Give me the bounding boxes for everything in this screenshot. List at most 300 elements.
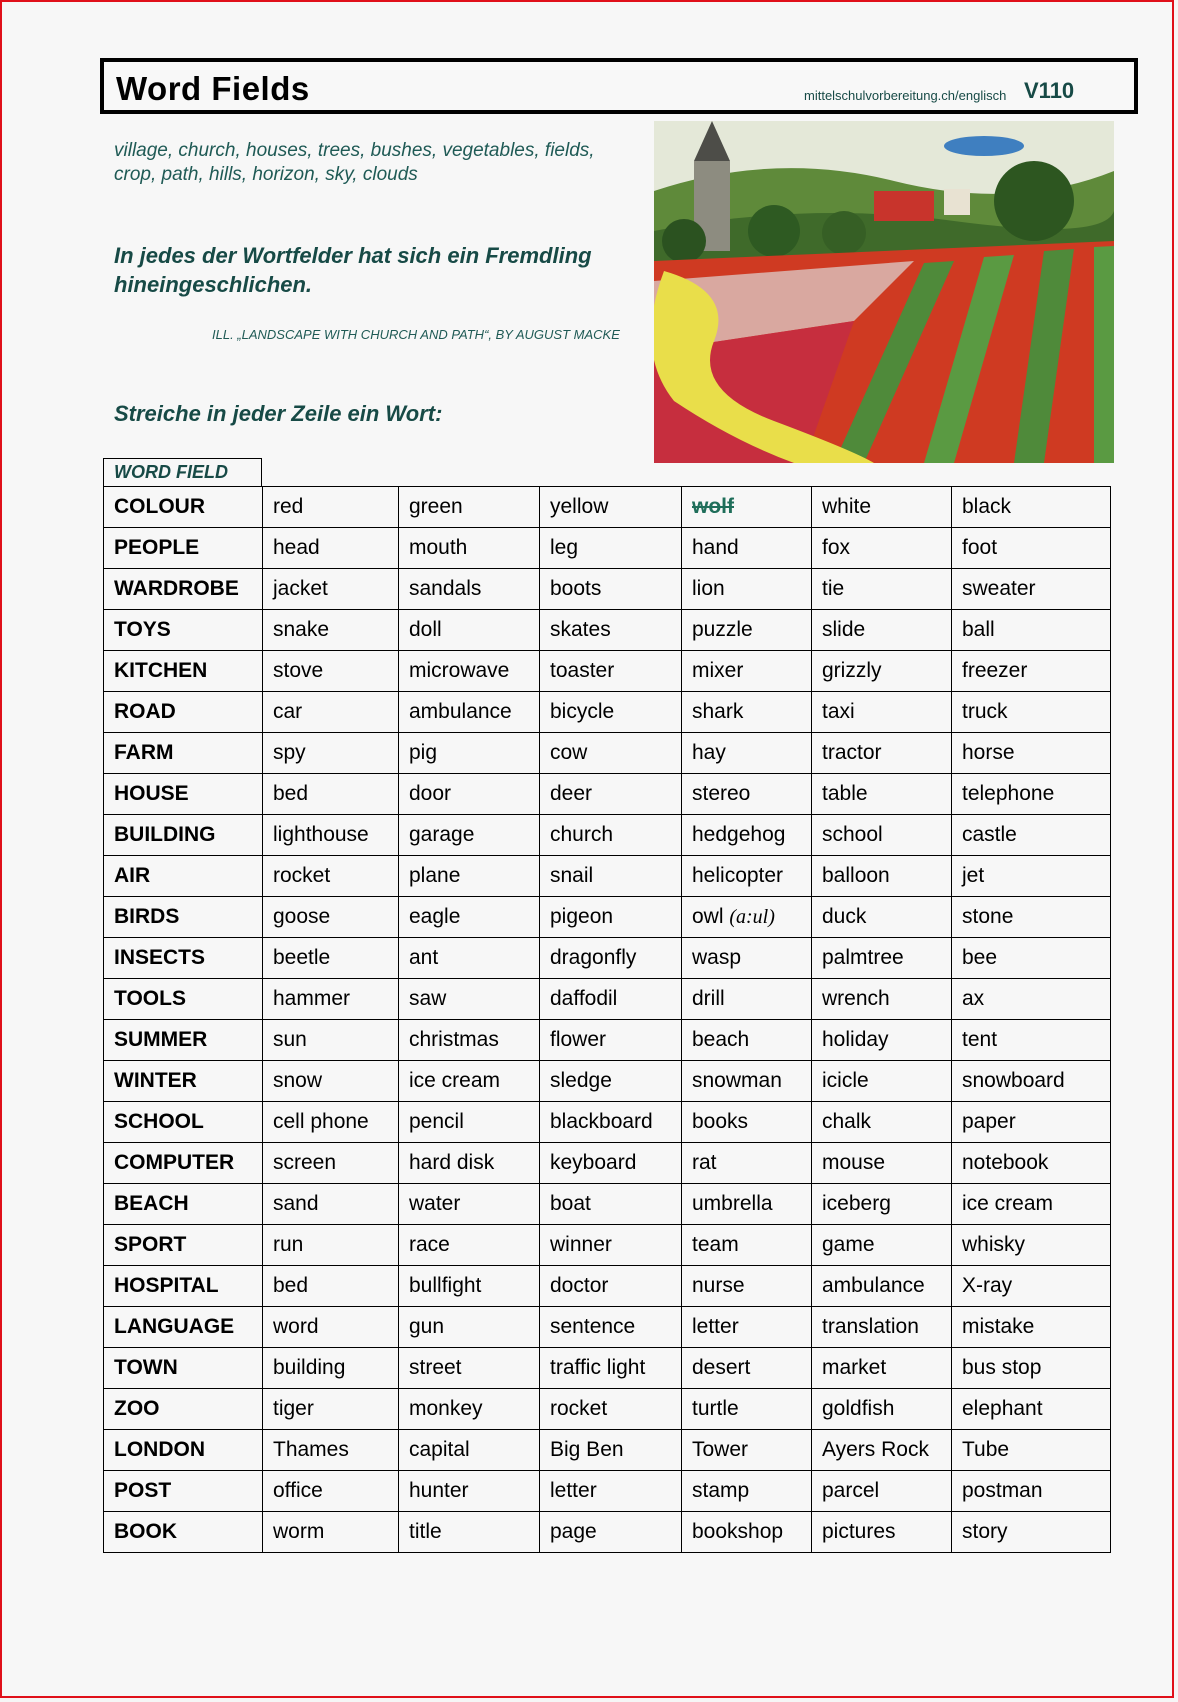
word-cell[interactable]: [682, 815, 812, 856]
word-cell[interactable]: [682, 1471, 812, 1512]
word-cell[interactable]: [812, 1307, 952, 1348]
word-cell[interactable]: [540, 1061, 682, 1102]
word-cell[interactable]: [682, 733, 812, 774]
word-cell[interactable]: [540, 1020, 682, 1061]
word-cell[interactable]: [399, 1512, 540, 1553]
word-text: sledge: [550, 1069, 612, 1092]
word-field-name: TOWN: [104, 1348, 263, 1389]
word-text: umbrella: [692, 1192, 773, 1215]
table-row: [104, 774, 1111, 815]
word-cell[interactable]: [812, 938, 952, 979]
word-cell[interactable]: [540, 692, 682, 733]
word-cell[interactable]: [812, 897, 952, 938]
word-cell[interactable]: [263, 1184, 399, 1225]
word-cell[interactable]: [540, 569, 682, 610]
word-text: race: [409, 1233, 450, 1256]
word-cell[interactable]: [540, 856, 682, 897]
word-text: word: [273, 1315, 319, 1338]
word-cell[interactable]: [399, 1266, 540, 1307]
word-cell[interactable]: [263, 1102, 399, 1143]
word-cell[interactable]: [952, 733, 1111, 774]
word-cell[interactable]: [540, 1348, 682, 1389]
word-text: taxi: [822, 700, 855, 723]
word-text: whisky: [962, 1233, 1026, 1256]
word-text: foot: [962, 536, 998, 559]
word-text: Thames: [273, 1438, 349, 1461]
word-field-name: AIR: [104, 856, 263, 897]
word-text: slide: [822, 618, 866, 641]
word-cell[interactable]: [263, 1512, 399, 1553]
word-text: car: [273, 700, 303, 723]
word-text: bed: [273, 1274, 309, 1297]
word-text: title: [409, 1520, 442, 1543]
word-cell[interactable]: [263, 1266, 399, 1307]
word-cell[interactable]: [540, 1184, 682, 1225]
word-cell[interactable]: [812, 1430, 952, 1471]
word-cell[interactable]: [263, 733, 399, 774]
word-cell[interactable]: [952, 651, 1111, 692]
word-cell[interactable]: [399, 1020, 540, 1061]
word-cell[interactable]: [540, 528, 682, 569]
word-cell[interactable]: [952, 979, 1111, 1020]
task-subheading: Streiche in jeder Zeile ein Wort:: [114, 401, 443, 426]
word-text: castle: [962, 823, 1017, 846]
word-text: cow: [550, 741, 588, 764]
word-cell[interactable]: [540, 1225, 682, 1266]
word-cell[interactable]: [263, 1061, 399, 1102]
table-row: [104, 1348, 1111, 1389]
word-text: wasp: [692, 946, 742, 969]
word-cell[interactable]: [952, 1307, 1111, 1348]
word-text: jet: [962, 864, 985, 887]
word-cell[interactable]: [682, 774, 812, 815]
word-cell[interactable]: [812, 1143, 952, 1184]
word-cell[interactable]: [952, 1512, 1111, 1553]
word-cell[interactable]: [682, 1430, 812, 1471]
word-cell[interactable]: [540, 1266, 682, 1307]
word-text: red: [273, 495, 304, 518]
word-field-name: TOOLS: [104, 979, 263, 1020]
word-cell[interactable]: [952, 1184, 1111, 1225]
word-text: tiger: [273, 1397, 314, 1420]
word-cell[interactable]: [812, 610, 952, 651]
table-row: [104, 1471, 1111, 1512]
word-text: black: [962, 495, 1012, 518]
word-cell[interactable]: [682, 856, 812, 897]
word-text: worm: [273, 1520, 325, 1543]
word-text: horse: [962, 741, 1015, 764]
word-cell[interactable]: [682, 1102, 812, 1143]
word-text: Tower: [692, 1438, 749, 1461]
word-text: bed: [273, 782, 309, 805]
word-text: boots: [550, 577, 602, 600]
word-cell[interactable]: [812, 1512, 952, 1553]
word-cell[interactable]: [952, 610, 1111, 651]
word-cell[interactable]: [812, 651, 952, 692]
word-text: snowboard: [962, 1069, 1065, 1092]
word-cell[interactable]: [540, 938, 682, 979]
word-cell[interactable]: [263, 1020, 399, 1061]
table-row: [104, 1102, 1111, 1143]
word-cell[interactable]: [399, 692, 540, 733]
word-cell[interactable]: [682, 1020, 812, 1061]
word-cell[interactable]: [682, 569, 812, 610]
word-cell[interactable]: [952, 1389, 1111, 1430]
word-cell[interactable]: [399, 897, 540, 938]
word-text: palmtree: [822, 946, 904, 969]
word-cell[interactable]: [399, 1430, 540, 1471]
word-cell[interactable]: [263, 1348, 399, 1389]
word-cell[interactable]: [812, 979, 952, 1020]
word-cell[interactable]: [682, 528, 812, 569]
word-cell[interactable]: [682, 1061, 812, 1102]
word-cell[interactable]: [952, 856, 1111, 897]
table-row: [104, 897, 1111, 938]
word-text: toaster: [550, 659, 615, 682]
word-text: market: [822, 1356, 887, 1379]
word-text: beach: [692, 1028, 750, 1051]
word-text: run: [273, 1233, 304, 1256]
word-cell[interactable]: [682, 610, 812, 651]
word-field-name: BEACH: [104, 1184, 263, 1225]
word-cell[interactable]: [812, 1266, 952, 1307]
word-text: church: [550, 823, 614, 846]
word-cell[interactable]: [812, 1061, 952, 1102]
word-cell[interactable]: [399, 856, 540, 897]
word-cell[interactable]: [952, 1020, 1111, 1061]
word-cell[interactable]: [812, 1184, 952, 1225]
word-text: story: [962, 1520, 1008, 1543]
word-cell[interactable]: [263, 1143, 399, 1184]
word-field-name: FARM: [104, 733, 263, 774]
word-text: street: [409, 1356, 462, 1379]
table-row: [104, 1430, 1111, 1471]
source-url: mittelschulvorbereitung.ch/englisch: [804, 88, 1007, 103]
word-cell[interactable]: [952, 815, 1111, 856]
word-text: hunter: [409, 1479, 469, 1502]
word-text: tent: [962, 1028, 998, 1051]
word-text: screen: [273, 1151, 337, 1174]
word-text: monkey: [409, 1397, 483, 1420]
word-cell[interactable]: [682, 651, 812, 692]
word-cell[interactable]: [399, 1143, 540, 1184]
word-cell[interactable]: [263, 774, 399, 815]
word-cell[interactable]: [399, 1471, 540, 1512]
word-text: shark: [692, 700, 744, 723]
word-cell[interactable]: [812, 528, 952, 569]
word-text: sand: [273, 1192, 319, 1215]
word-cell[interactable]: [812, 1020, 952, 1061]
word-cell[interactable]: [812, 774, 952, 815]
word-text: stereo: [692, 782, 751, 805]
word-text: lighthouse: [273, 823, 369, 846]
word-text: tractor: [822, 741, 882, 764]
word-text: owl: [692, 905, 724, 928]
word-cell[interactable]: [540, 815, 682, 856]
word-cell[interactable]: [682, 1225, 812, 1266]
word-cell[interactable]: [263, 1471, 399, 1512]
table-row: [104, 1184, 1111, 1225]
table-row: [104, 569, 1111, 610]
word-field-name: BIRDS: [104, 897, 263, 938]
word-cell[interactable]: [540, 1430, 682, 1471]
word-cell[interactable]: [263, 487, 399, 528]
table-row: [104, 1020, 1111, 1061]
word-text: wolf: [692, 495, 734, 518]
word-cell[interactable]: [812, 1225, 952, 1266]
table-row: [104, 1225, 1111, 1266]
word-cell[interactable]: [540, 1307, 682, 1348]
word-text: rocket: [550, 1397, 608, 1420]
word-cell[interactable]: [952, 1143, 1111, 1184]
word-text: team: [692, 1233, 739, 1256]
word-text: gun: [409, 1315, 445, 1338]
word-cell[interactable]: [812, 815, 952, 856]
word-cell[interactable]: [263, 815, 399, 856]
word-cell[interactable]: [399, 1348, 540, 1389]
word-cell[interactable]: [812, 1102, 952, 1143]
word-cell[interactable]: [540, 610, 682, 651]
word-cell[interactable]: [540, 1143, 682, 1184]
word-cell[interactable]: [952, 1471, 1111, 1512]
word-field-name: WARDROBE: [104, 569, 263, 610]
word-text: Big Ben: [550, 1438, 624, 1461]
word-text: X-ray: [962, 1274, 1013, 1297]
word-cell[interactable]: [540, 1512, 682, 1553]
word-cell[interactable]: [399, 938, 540, 979]
table-row: [104, 1143, 1111, 1184]
word-cell[interactable]: [263, 1225, 399, 1266]
word-text: beetle: [273, 946, 331, 969]
word-cell[interactable]: [682, 897, 812, 938]
word-cell[interactable]: [540, 487, 682, 528]
word-cell[interactable]: [952, 692, 1111, 733]
word-cell[interactable]: [952, 1430, 1111, 1471]
word-cell[interactable]: [399, 815, 540, 856]
instruction-text: In jedes der Wortfelder hat sich ein Fremdling hineingeschlichen.: [114, 243, 592, 297]
word-text: mixer: [692, 659, 744, 682]
word-cell[interactable]: [682, 979, 812, 1020]
word-cell[interactable]: [812, 569, 952, 610]
table-row: [104, 815, 1111, 856]
word-text: snow: [273, 1069, 323, 1092]
word-cell[interactable]: [952, 487, 1111, 528]
word-cell[interactable]: [540, 979, 682, 1020]
word-text: desert: [692, 1356, 751, 1379]
word-text: telephone: [962, 782, 1055, 805]
word-cell[interactable]: [812, 1471, 952, 1512]
word-cell[interactable]: [682, 1143, 812, 1184]
word-cell[interactable]: [812, 1389, 952, 1430]
word-text: jacket: [273, 577, 328, 600]
word-text: snail: [550, 864, 594, 887]
word-cell[interactable]: [952, 1225, 1111, 1266]
word-text: ball: [962, 618, 995, 641]
word-cell[interactable]: [952, 1102, 1111, 1143]
word-text: capital: [409, 1438, 470, 1461]
word-text: leg: [550, 536, 579, 559]
word-cell[interactable]: [399, 1061, 540, 1102]
word-cell[interactable]: [812, 692, 952, 733]
word-cell[interactable]: [263, 610, 399, 651]
word-text: turtle: [692, 1397, 739, 1420]
word-cell[interactable]: [540, 897, 682, 938]
table-row: [104, 733, 1111, 774]
word-cell[interactable]: [682, 1389, 812, 1430]
word-text: building: [273, 1356, 346, 1379]
word-text: sweater: [962, 577, 1036, 600]
word-cell[interactable]: [812, 733, 952, 774]
table-row: [104, 979, 1111, 1020]
word-cell[interactable]: [952, 938, 1111, 979]
word-field-column-header: WORD FIELD: [103, 458, 262, 486]
word-text: chalk: [822, 1110, 872, 1133]
word-cell[interactable]: [682, 1184, 812, 1225]
word-cell[interactable]: [263, 569, 399, 610]
word-text: pigeon: [550, 905, 614, 928]
word-text: ambulance: [409, 700, 512, 723]
word-field-name: POST: [104, 1471, 263, 1512]
word-text: deer: [550, 782, 593, 805]
word-cell[interactable]: [399, 1184, 540, 1225]
word-field-name: WINTER: [104, 1061, 263, 1102]
word-cell[interactable]: [399, 528, 540, 569]
word-text: duck: [822, 905, 867, 928]
word-text: parcel: [822, 1479, 880, 1502]
word-field-name: ROAD: [104, 692, 263, 733]
word-cell[interactable]: [399, 1307, 540, 1348]
word-field-name: HOSPITAL: [104, 1266, 263, 1307]
word-text: mouth: [409, 536, 468, 559]
word-text: holiday: [822, 1028, 889, 1051]
word-text: office: [273, 1479, 323, 1502]
word-cell[interactable]: [952, 774, 1111, 815]
word-field-name: BOOK: [104, 1512, 263, 1553]
word-cell[interactable]: [399, 569, 540, 610]
word-cell[interactable]: [812, 856, 952, 897]
word-cell[interactable]: [682, 692, 812, 733]
word-text: helicopter: [692, 864, 784, 887]
word-text: boat: [550, 1192, 591, 1215]
word-text: doctor: [550, 1274, 609, 1297]
word-cell[interactable]: [263, 979, 399, 1020]
word-cell[interactable]: [682, 1348, 812, 1389]
word-cell[interactable]: [263, 1307, 399, 1348]
word-cell[interactable]: [540, 774, 682, 815]
page-title: Word Fields: [116, 70, 310, 107]
word-text: plane: [409, 864, 461, 887]
word-cell[interactable]: [399, 610, 540, 651]
word-cell[interactable]: [682, 1307, 812, 1348]
word-text: white: [822, 495, 872, 518]
word-text: lion: [692, 577, 725, 600]
word-text: mouse: [822, 1151, 886, 1174]
word-cell[interactable]: [952, 1061, 1111, 1102]
word-text: paper: [962, 1110, 1016, 1133]
word-text: postman: [962, 1479, 1043, 1502]
word-cell[interactable]: [399, 774, 540, 815]
word-cell[interactable]: [952, 528, 1111, 569]
word-text: nurse: [692, 1274, 745, 1297]
word-text: ax: [962, 987, 985, 1010]
word-cell[interactable]: [952, 569, 1111, 610]
word-cell[interactable]: [540, 1389, 682, 1430]
word-cell[interactable]: [682, 1512, 812, 1553]
word-cell[interactable]: [682, 938, 812, 979]
word-cell[interactable]: [952, 1266, 1111, 1307]
word-cell[interactable]: [399, 979, 540, 1020]
word-text: sandals: [409, 577, 482, 600]
word-text: stove: [273, 659, 324, 682]
word-text: bee: [962, 946, 998, 969]
word-cell[interactable]: [399, 1102, 540, 1143]
table-row: [104, 528, 1111, 569]
word-text: letter: [692, 1315, 739, 1338]
word-text: eagle: [409, 905, 461, 928]
word-cell[interactable]: [540, 651, 682, 692]
word-text: flower: [550, 1028, 607, 1051]
word-cell[interactable]: [540, 1102, 682, 1143]
word-cell[interactable]: [263, 651, 399, 692]
word-cell[interactable]: [263, 856, 399, 897]
word-field-name: HOUSE: [104, 774, 263, 815]
word-text: hand: [692, 536, 739, 559]
word-text: stone: [962, 905, 1014, 928]
word-text: door: [409, 782, 452, 805]
word-cell[interactable]: [263, 897, 399, 938]
word-text: daffodil: [550, 987, 618, 1010]
word-cell[interactable]: [263, 692, 399, 733]
word-cell[interactable]: [263, 528, 399, 569]
table-row: [104, 1307, 1111, 1348]
word-cell[interactable]: [399, 1389, 540, 1430]
word-cell[interactable]: [263, 1430, 399, 1471]
word-cell[interactable]: [399, 1225, 540, 1266]
word-text: truck: [962, 700, 1008, 723]
word-field-name: SUMMER: [104, 1020, 263, 1061]
word-cell[interactable]: [812, 1348, 952, 1389]
word-text: pig: [409, 741, 438, 764]
word-cell[interactable]: [399, 733, 540, 774]
word-cell[interactable]: [399, 487, 540, 528]
word-cell[interactable]: [682, 1266, 812, 1307]
word-text: sentence: [550, 1315, 636, 1338]
word-text: game: [822, 1233, 875, 1256]
word-cell[interactable]: [812, 487, 952, 528]
word-text: letter: [550, 1479, 597, 1502]
word-cell[interactable]: [540, 733, 682, 774]
word-cell[interactable]: [952, 1348, 1111, 1389]
word-cell[interactable]: [540, 1471, 682, 1512]
word-text: skates: [550, 618, 611, 641]
word-text: head: [273, 536, 320, 559]
word-text: ant: [409, 946, 439, 969]
struck-word-cell[interactable]: [682, 487, 812, 528]
word-cell[interactable]: [263, 1389, 399, 1430]
word-text: goose: [273, 905, 331, 928]
word-cell[interactable]: [952, 897, 1111, 938]
word-text: wrench: [822, 987, 890, 1010]
word-text: dragonfly: [550, 946, 637, 969]
word-text: hammer: [273, 987, 351, 1010]
word-text: rat: [692, 1151, 717, 1174]
word-fields-table: [103, 486, 1111, 1553]
word-text: sun: [273, 1028, 307, 1051]
word-text: translation: [822, 1315, 919, 1338]
word-cell[interactable]: [399, 651, 540, 692]
word-text: traffic light: [550, 1356, 646, 1379]
word-cell[interactable]: [263, 938, 399, 979]
